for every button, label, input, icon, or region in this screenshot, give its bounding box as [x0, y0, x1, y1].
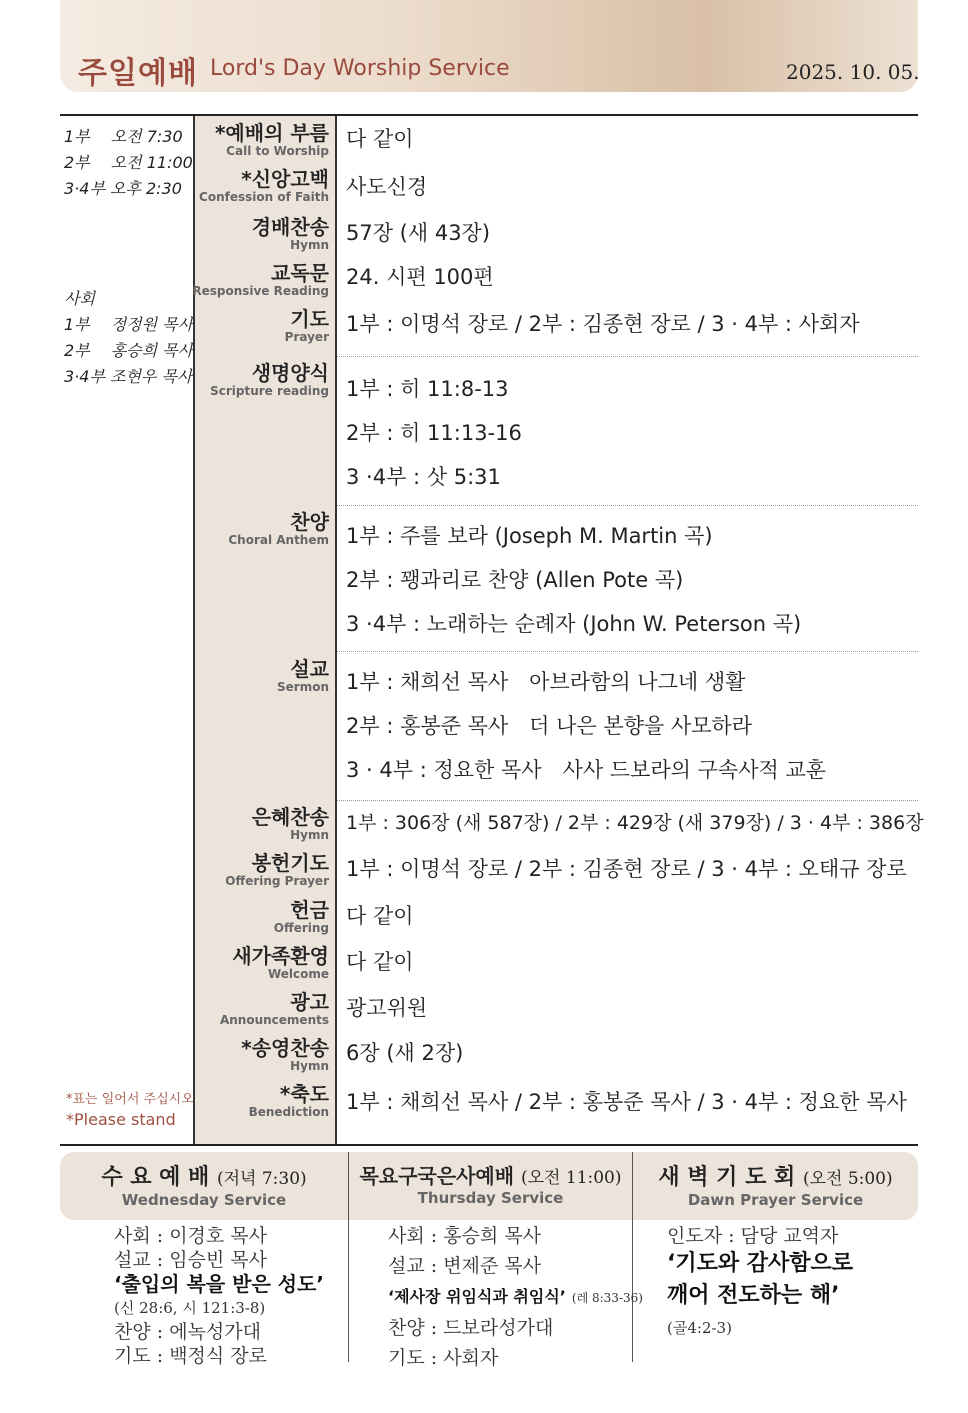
order-label-responsive-reading: 교독문 Responsive Reading [192, 261, 329, 298]
wednesday-title: 수 요 예 배 [101, 1165, 210, 1190]
order-value-anthem-2: 2부 : 꽹과리로 찬양 (Allen Pote 곡) [346, 568, 684, 592]
order-label-offering-prayer: 봉헌기도 Offering Prayer [225, 851, 329, 888]
thursday-title: 목요구국은사예배 [359, 1164, 515, 1188]
thursday-heading [349, 1160, 632, 1207]
bottom-divider [60, 1144, 918, 1146]
wednesday-details [114, 1224, 324, 1368]
order-value-call-to-worship: 다 같이 [346, 127, 414, 151]
service-date: 2025. 10. 05. [786, 60, 920, 84]
wednesday-preacher: 설교 : 임승빈 목사 [114, 1249, 267, 1271]
order-value-responsive-reading: 24. 시편 100편 [346, 265, 494, 289]
order-value-anthem-3: 3 ·4부 : 노래하는 순례자 (John W. Peterson 곡) [346, 612, 802, 636]
order-value-hymn-2: 1부 : 306장 (새 587장) / 2부 : 429장 (새 379장) / 3 · 4부 : 386장 [346, 812, 924, 834]
order-value-anthem-1: 1부 : 주를 보라 (Joseph M. Martin 곡) [346, 524, 713, 548]
host-title: 사회 [64, 289, 95, 308]
order-label-prayer: 기도 Prayer [284, 307, 329, 344]
order-value-scripture-2: 2부 : 히 11:13-16 [346, 421, 522, 445]
dawn-time: (오전 5:00) [802, 1169, 893, 1189]
wednesday-heading [60, 1160, 348, 1209]
order-value-offering-prayer: 1부 : 이명석 장로 / 2부 : 김종현 장로 / 3 · 4부 : 오태규 장로 [346, 857, 907, 881]
thursday-prayer: 기도 : 사회자 [388, 1347, 499, 1369]
dawn-theme-line-1: ‘기도와 감사함으로 [667, 1251, 854, 1276]
thursday-choir: 찬양 : 드보라성가대 [388, 1317, 554, 1339]
order-value-offering: 다 같이 [346, 904, 414, 928]
service-time-2: 2부 오전 11:00 [64, 153, 193, 172]
dotted-divider [337, 505, 918, 506]
order-label-hymn-1: 경배찬송 Hymn [251, 215, 329, 252]
order-value-doxology: 6장 (새 2장) [346, 1041, 464, 1065]
host-1: 1부 정정원 목사 [64, 315, 194, 334]
dotted-divider [337, 356, 918, 357]
order-value-sermon-3: 3 · 4부 : 정요한 목사 사사 드보라의 구속사적 교훈 [346, 758, 827, 782]
order-value-prayer: 1부 : 이명석 장로 / 2부 : 김종현 장로 / 3 · 4부 : 사회자 [346, 312, 860, 336]
host-2: 2부 홍승희 목사 [64, 341, 194, 360]
thursday-english: Thursday Service [417, 1189, 564, 1207]
order-value-scripture-1: 1부 : 히 11:8-13 [346, 377, 509, 401]
top-divider [60, 114, 918, 116]
dawn-theme-line-2: 깨어 전도하는 해’ [667, 1283, 840, 1308]
order-label-hymn-2: 은혜찬송 Hymn [251, 805, 329, 842]
order-label-confession: *신앙고백 Confession of Faith [199, 167, 329, 204]
order-value-welcome: 다 같이 [346, 950, 414, 974]
thursday-host: 사회 : 홍승희 목사 [388, 1225, 541, 1247]
dotted-divider [337, 651, 918, 652]
dawn-details [667, 1224, 853, 1340]
order-label-scripture: 생명양식 Scripture reading [210, 361, 329, 398]
order-value-sermon-2: 2부 : 홍봉준 목사 더 나은 본향을 사모하라 [346, 714, 753, 738]
dotted-divider [337, 800, 918, 801]
page-title-korean: 주일예배 [78, 56, 198, 91]
dawn-title: 새 벽 기 도 회 [658, 1165, 796, 1190]
wednesday-time: (저녁 7:30) [216, 1169, 307, 1189]
service-times [64, 124, 193, 202]
dawn-heading [633, 1160, 918, 1209]
host-list [64, 286, 193, 390]
order-label-sermon: 설교 Sermon [277, 657, 329, 694]
order-label-welcome: 새가족환영 Welcome [232, 944, 329, 981]
stand-note-korean: *표는 일어서 주십시오 [66, 1092, 194, 1107]
thursday-scripture: (레 8:33-36) [571, 1291, 643, 1305]
dawn-english: Dawn Prayer Service [687, 1191, 864, 1209]
service-time-3: 3·4부 오후 2:30 [64, 179, 182, 198]
column-divider-right [335, 116, 337, 1144]
order-value-hymn-1: 57장 (새 43장) [346, 221, 491, 245]
order-label-choral-anthem: 찬양 Choral Anthem [228, 510, 329, 547]
order-label-announcements: 광고 Announcements [219, 990, 329, 1027]
order-value-benediction: 1부 : 채희선 목사 / 2부 : 홍봉준 목사 / 3 · 4부 : 정요한 목사 [346, 1090, 907, 1114]
thursday-time: (오전 11:00) [521, 1168, 622, 1188]
wednesday-scripture: (신 28:6, 시 121:3-8) [114, 1299, 266, 1317]
wednesday-prayer: 기도 : 백정식 장로 [114, 1345, 267, 1367]
page-title-english: Lord's Day Worship Service [210, 56, 510, 81]
wednesday-english: Wednesday Service [121, 1191, 287, 1209]
order-label-call-to-worship: *예배의 부름 Call to Worship [214, 121, 329, 158]
thursday-details [388, 1224, 643, 1370]
order-value-sermon-1: 1부 : 채희선 목사 아브라함의 나그네 생활 [346, 670, 746, 694]
order-value-confession: 사도신경 [346, 175, 428, 199]
wednesday-choir: 찬양 : 에녹성가대 [114, 1321, 261, 1343]
wednesday-sermon-title: ‘출입의 복을 받은 성도’ [114, 1272, 324, 1296]
order-value-scripture-3: 3 ·4부 : 삿 5:31 [346, 465, 501, 489]
dawn-leader: 인도자 : 담당 교역자 [667, 1225, 839, 1247]
order-label-doxology: *송영찬송 Hymn [241, 1036, 329, 1073]
host-3: 3·4부 조현우 목사 [64, 367, 193, 386]
thursday-preacher: 설교 : 변제준 목사 [388, 1255, 541, 1277]
service-time-1: 1부 오전 7:30 [64, 127, 183, 146]
order-value-announcements: 광고위원 [346, 996, 428, 1020]
dawn-scripture: (골4:2-3) [667, 1319, 732, 1337]
stand-note-english: *Please stand [66, 1110, 176, 1129]
order-label-offering: 헌금 Offering [273, 898, 329, 935]
wednesday-host: 사회 : 이경호 목사 [114, 1225, 267, 1247]
thursday-sermon-title: ‘제사장 위임식과 취임식’ [388, 1287, 566, 1306]
order-label-benediction: *축도 Benediction [248, 1082, 329, 1119]
